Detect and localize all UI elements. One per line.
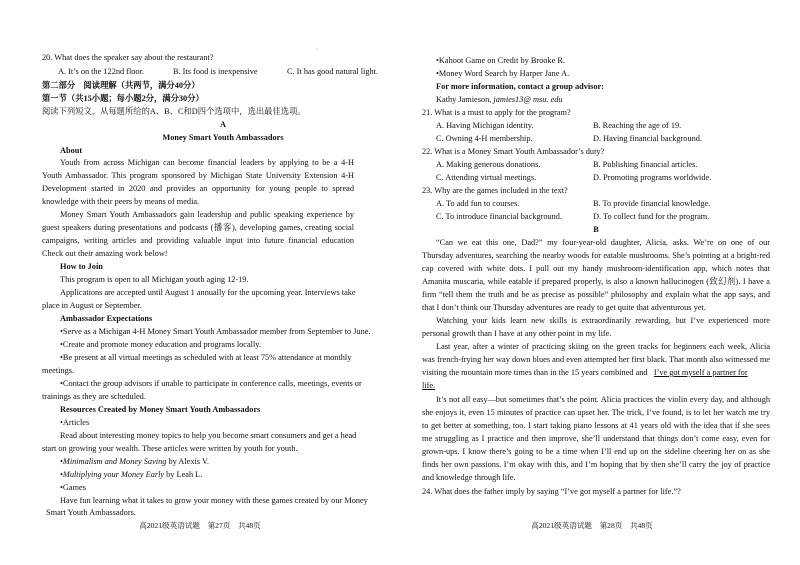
passage-b-line: that I don’t think our Thursday adventures are ready to get quite that adventurous yet. [422,303,706,312]
join-line: This program is open to all Michigan youth aging 12-19. [60,275,249,284]
question-22: 22. What is a Money Smart Youth Ambassador’s duty? [422,147,605,156]
about-line: Youth Ambassador. This program sponsored by Michigan State University Extension 4-H [42,171,354,180]
passage-b-line: and knowledge through life. [422,473,516,482]
article-title: •Multiplying your Money Early [60,470,165,479]
instructions: 阅读下列短文，从每题所给的A、B、C和D四个选项中，选出最佳选项。 [42,107,306,116]
page-footer: 高2021级英语试题 第27页 共48页 [139,521,261,530]
expectation-item: meetings. [42,366,75,375]
q20-option-b: B. Its food is inexpensive [173,67,258,76]
passage-a-title: Money Smart Youth Ambassadors [162,133,284,142]
contact-name: Kathy Jamieson, [436,95,492,104]
how-to-join-heading: How to Join [60,262,103,271]
underlined-phrase: I’ve got myself a partner for [653,368,748,377]
page-footer: 高2021级英语试题 第28页 共48页 [531,521,653,530]
section-b-label: B [593,225,599,234]
articles-desc: start on growing your wealth. These articles were written by youth for youth. [42,444,298,453]
passage-b-line [422,367,748,380]
passage-b-line: It’s not all easy—but sometimes that’s the point. Alicia practices the violin every day, and although [436,395,770,404]
passage-b-line: was french-frying her way down blues and even attempted her first black. That month also witnessed me [422,355,770,364]
right-page [400,0,800,565]
part-2-heading: 第二部分 阅读理解（共两节，满分40分） [42,81,200,90]
passage-b-text: visiting the mountain more times than in the 15 years combined and [422,368,648,377]
passage-b-line: Last year, after a winter of practicing skiing on the green tracks for beginners each week, Alicia [436,342,770,351]
passage-b-line: grown-ups. I know there’s going to be a time when I’ll end up on the sideline cheering her on as she [422,447,770,456]
q21-option-d: D. Having financial background. [593,134,702,143]
join-line: Applications are accepted until August 1 annually for the upcoming year. Interviews take [60,288,356,297]
passage-b-line: me struggling as I practice and then improve, she’ll understand that things don’t come easy, even for [422,434,770,443]
expectation-item: •Create and promote money education and programs locally. [60,340,261,349]
article-item [60,469,202,482]
contact-email: jamies13@ msu. edu [493,95,563,104]
games-desc: Smart Youth Ambassadors. [46,508,136,517]
game-item: •Money Word Search by Harper Jane A. [436,69,570,78]
passage-b-line: personal growth than I have at any other point in my life. [422,329,612,338]
passage-b-line: Thursday adventures, searching the nearby woods for eatable mushrooms. She’s pointing at a bright-red [422,251,770,260]
passage-b-line: finds her own passions. I’m okay with this, and I’m hoping that by then she’ll carry the joy of practice [422,460,770,469]
expectation-item: •Be present at all virtual meetings as scheduled with at least 75% attendance at monthly [60,353,352,362]
about-line: Youth from across Michigan can become financial leaders by applying to be a 4-H [60,158,354,167]
underlined-phrase-end: life. [422,381,436,390]
paragraph-line: campaigns, writing articles and providing valuable input into future financial education [42,236,354,245]
q22-option-b: B. Publishing financial articles. [593,160,698,169]
about-line: Development started in 2020 and provides an opportunity for young people to spread [42,184,354,193]
resources-heading: Resources Created by Money Smart Youth Ambassadors [60,405,261,414]
q21-option-c: C. Owning 4-H membership. [436,134,533,143]
expectation-item: trainings as they are scheduled. [42,392,146,401]
q21-option-a: A. Having Michigan identity. [436,121,534,130]
passage-b-line: she enjoys it, even 15 minutes of practice can upset her. The trick, I’ve found, is to let her watch me try [422,408,770,417]
question-24: 24. What does the father imply by saying “I’ve got myself a partner for life.”? [422,487,681,496]
contact-heading: For more information, contact a group advisor: [436,82,604,91]
about-line: knowledge with their peers by means of media. [42,197,200,206]
passage-b-line: cap covered with white dots. I pull out my handy mushroom-identification app, which notes that [422,264,770,273]
paragraph-line: guest speakers during presentations and podcasts (播客), developing games, creating social [42,223,354,232]
section-a-label: A [220,120,226,129]
q22-option-d: D. Promoting programs worldwide. [593,173,712,182]
passage-b-line: “Can we eat this one, Dad?” my four-year-old daughter, Alicia, asks. We’re on one of our [436,238,770,247]
paragraph-line: Money Smart Youth Ambassadors gain leadership and public speaking experience by [60,210,354,219]
about-heading: About [60,146,83,155]
q22-option-c: C. Attending virtual meetings. [436,173,537,182]
question-21: 21. What is a must to apply for the program? [422,108,571,117]
articles-desc: Read about interesting money topics to help you become smart consumers and get a head [60,431,357,440]
q22-option-a: A. Making generous donations. [436,160,541,169]
q23-option-a: A. To add fun to courses. [436,199,520,208]
q20-option-c: C. It has good natural light. [287,67,379,76]
article-title: •Minimalism and Money Saving [60,457,167,466]
games-bullet: •Games [60,483,86,492]
q23-option-b: B. To provide financial knowledge. [593,199,711,208]
passage-b-line: to get better at something, too. I start taking piano lessons at 41 years old with the idea that if she sees [422,421,770,430]
paragraph-line: Check out their amazing work below! [42,249,168,258]
scan-mark: · [316,47,318,53]
question-23: 23. Why are the games included in the text? [422,186,568,195]
q20-option-a: A. It’s on the 122nd floor. [58,67,144,76]
game-item: •Kahoot Game on Credit by Brooke R. [436,56,565,65]
articles-bullet: •Articles [60,418,90,427]
section-1-heading: 第一节（共15小题；每小题2分，满分30分） [42,94,204,103]
q23-option-d: D. To collect fund for the program. [593,212,710,221]
games-desc: Have fun learning what it takes to grow your money with these games created by our Money [60,496,368,505]
expectations-heading: Ambassador Expectations [60,314,153,323]
contact-line [436,94,563,107]
article-item [60,456,209,469]
passage-b-line: Watching your kids learn new skills is extraordinarily rewarding, but I’ve experienced more [436,316,770,325]
q23-option-c: C. To introduce financial background. [436,212,562,221]
article-author: by Alexis V. [166,457,209,466]
passage-b-line: Amanita muscaria, while eatable if prepared properly, is also a known hallucinogen (致幻剂). I have a [422,277,770,286]
question-20: 20. What does the speaker say about the restaurant? [42,53,214,62]
join-line: place in August or September. [42,301,142,310]
passage-b-line: firm “tell them the truth and be as precise as possible” philosophy and explain what the app says, and [422,290,770,299]
expectation-item: •Serve as a Michigan 4-H Money Smart Youth Ambassador member from September to June. [60,327,371,336]
article-author: by Leah L. [164,470,203,479]
expectation-item: •Contact the group advisors if unable to participate in conference calls, meetings, events or [60,379,362,388]
q21-option-b: B. Reaching the age of 19. [593,121,682,130]
